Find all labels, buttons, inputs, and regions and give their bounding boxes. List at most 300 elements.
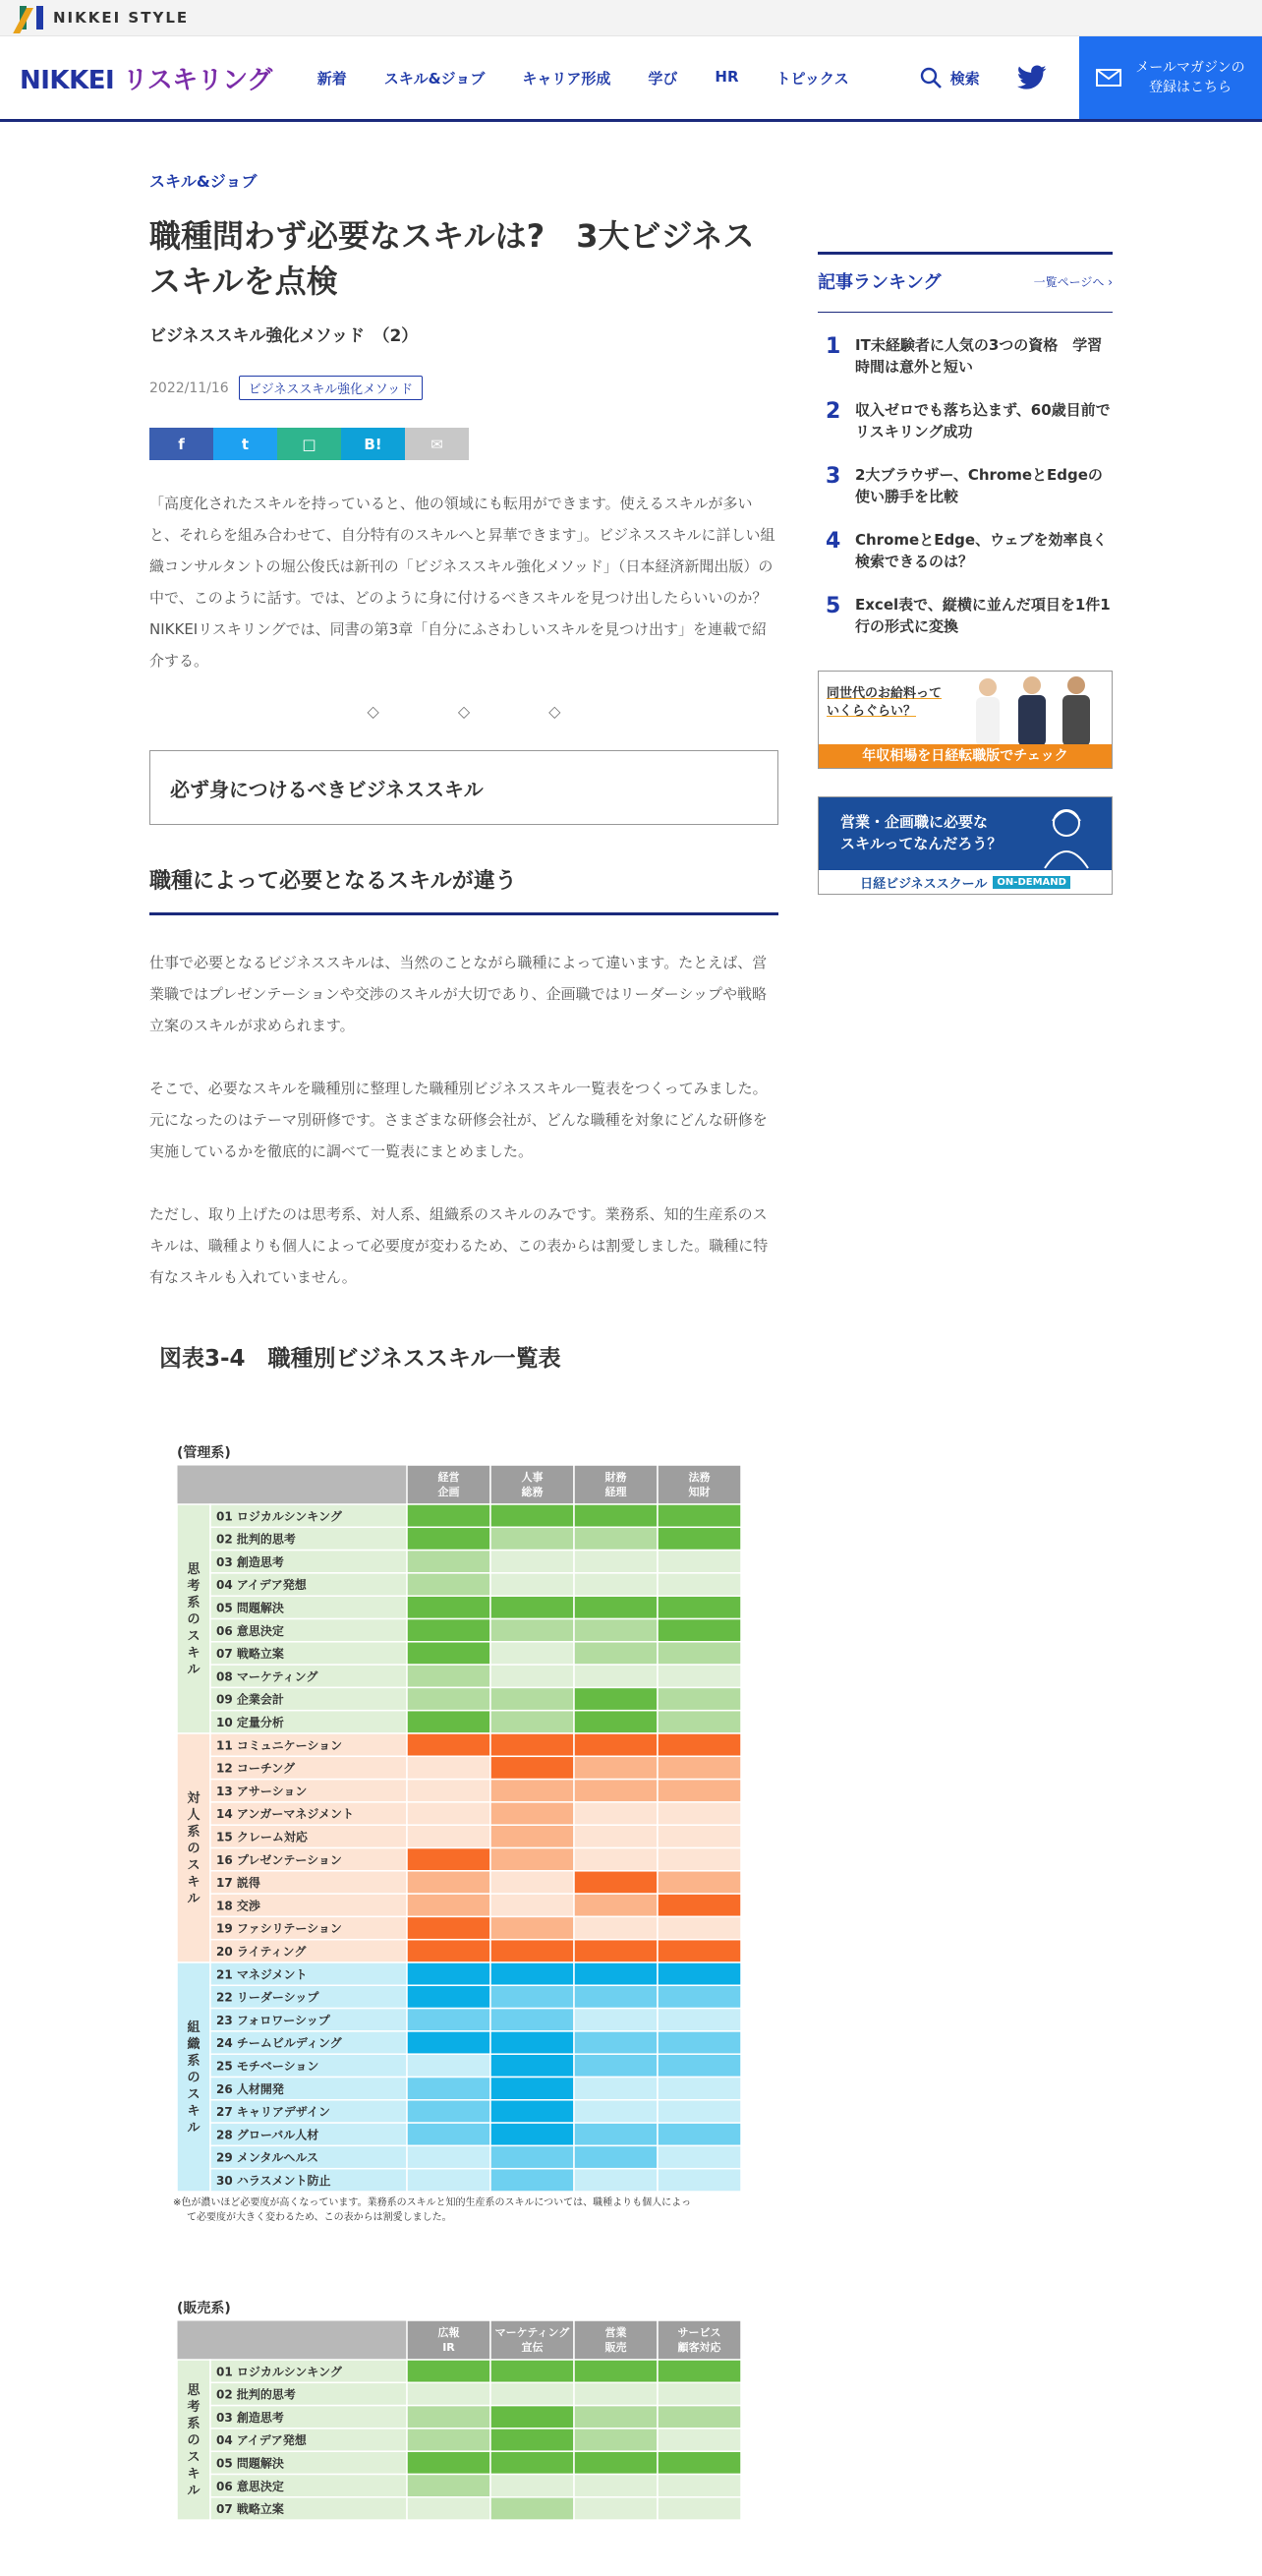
hatena-share-icon[interactable]: B! <box>341 428 405 460</box>
skill-name: 06 意思決定 <box>216 2479 284 2493</box>
skill-name: 15 クレーム対応 <box>216 1830 308 1844</box>
skill-level-cell <box>658 2382 741 2405</box>
business-school-ad-banner[interactable] <box>818 796 1113 895</box>
skill-name: 30 ハラスメント防止 <box>216 2174 331 2188</box>
newsletter-line1: メールマガジンの <box>1135 60 1245 76</box>
skill-name: 26 人材開発 <box>216 2081 284 2096</box>
skill-level-cell <box>490 1962 574 1985</box>
skill-level-cell <box>490 2145 574 2168</box>
diamond-icon: ◇ <box>548 702 561 721</box>
skill-level-cell <box>658 2123 741 2145</box>
skill-group-char: 考 <box>187 1579 201 1594</box>
skill-level-cell <box>490 1711 574 1733</box>
nikkei-logo-icon[interactable] <box>20 6 43 29</box>
skill-level-cell <box>574 1985 658 2008</box>
ranking-number: 4 <box>826 529 841 554</box>
skill-level-cell <box>658 1665 741 1687</box>
skill-group-char: 系 <box>187 1596 201 1610</box>
skill-level-cell <box>658 2497 741 2520</box>
site-header <box>0 36 1262 122</box>
skill-level-cell <box>490 2429 574 2451</box>
ranking-title: 記事ランキング <box>818 272 942 293</box>
brand-part-a: NIKKEI <box>20 65 115 95</box>
skill-level-cell <box>574 2031 658 2054</box>
skill-group-char: 人 <box>187 1808 201 1823</box>
skill-group-char: キ <box>187 2104 201 2119</box>
skill-level-cell <box>574 1551 658 1573</box>
column-header-text: IR <box>442 2341 455 2354</box>
skill-level-cell <box>490 2382 574 2405</box>
nav-career[interactable]: キャリア形成 <box>522 69 611 88</box>
skill-level-cell <box>490 1985 574 2008</box>
skill-group-char: 思 <box>187 2383 201 2399</box>
skill-level-cell <box>490 2169 574 2192</box>
skill-group-char: キ <box>187 1875 201 1890</box>
skill-level-cell <box>407 1711 490 1733</box>
skill-name: 18 交渉 <box>216 1899 260 1913</box>
skill-level-cell <box>658 2475 741 2497</box>
skill-level-cell <box>490 2123 574 2145</box>
table-note: ※色が濃いほど必要度が高くなっています。業務系のスキルと知的生産系のスキルについては、職種よりも個人によっ <box>173 2197 692 2208</box>
skill-name: 11 コミュニケーション <box>216 1738 343 1753</box>
ad1-cta: 年収相場を日経転職版でチェック <box>819 744 1112 768</box>
ranking-number: 1 <box>826 334 841 359</box>
skill-name: 25 モチベーション <box>216 2059 319 2074</box>
ranking-item-title: IT未経験者に人気の3つの資格 学習時間は意外と短い <box>855 336 1103 376</box>
skill-level-cell <box>490 2360 574 2382</box>
skill-level-cell <box>490 1802 574 1825</box>
skill-name: 14 アンガーマネジメント <box>216 1807 355 1822</box>
newsletter-button[interactable] <box>1079 36 1262 119</box>
paragraph: ただし、取り上げたのは思考系、対人系、組織系のスキルのみです。業務系、知的生産系のスキルは、職種よりも個人によって必要度が変わるため、この表からは割愛しました。職種に特有なスキルも入れていません。 <box>149 1205 769 1286</box>
bookmark-share-icon[interactable]: □ <box>277 428 341 460</box>
skill-level-cell <box>658 1871 741 1894</box>
skill-level-cell <box>574 2406 658 2429</box>
skill-name: 09 企業会計 <box>216 1692 284 1707</box>
article-title: 職種問わず必要なスキルは? 3大ビジネススキルを点検 <box>149 217 755 300</box>
skill-level-cell <box>490 1916 574 1939</box>
column-header-text: 営業 <box>604 2326 627 2339</box>
skill-level-cell <box>407 1940 490 1962</box>
skill-level-cell <box>574 2169 658 2192</box>
skill-level-cell <box>574 2382 658 2405</box>
box-heading: 必ず身につけるべきビジネススキル <box>149 750 778 825</box>
skill-level-cell <box>574 2497 658 2520</box>
skill-level-cell <box>658 1916 741 1939</box>
skill-group-char: ル <box>187 2484 201 2499</box>
skill-level-cell <box>658 1687 741 1710</box>
nav-skill-job[interactable]: スキル&ジョブ <box>383 69 486 88</box>
skill-level-cell <box>574 2360 658 2382</box>
column-header-text: 経営 <box>437 1471 460 1484</box>
skill-level-cell <box>658 1802 741 1825</box>
skill-level-cell <box>658 1711 741 1733</box>
skill-level-cell <box>407 1642 490 1665</box>
skill-level-cell <box>490 1825 574 1847</box>
skill-level-cell <box>407 1619 490 1642</box>
skill-level-cell <box>658 1985 741 2008</box>
skill-level-cell <box>490 1504 574 1527</box>
site-name[interactable]: NIKKEI STYLE <box>53 9 190 27</box>
skill-name: 10 定量分析 <box>216 1716 284 1729</box>
skill-group-char: ス <box>187 1858 201 1873</box>
skill-group-char: の <box>187 1612 201 1627</box>
skill-level-cell <box>407 1894 490 1916</box>
ranking-item-title: 収入ゼロでも落ち込まず、60歳目前でリスキリング成功 <box>855 401 1111 440</box>
skill-name: 23 フォロワーシップ <box>216 2013 330 2027</box>
figure-title: 図表3-4 職種別ビジネススキル一覧表 <box>159 1346 561 1372</box>
skill-group-char: 系 <box>187 2054 201 2069</box>
diamond-icon: ◇ <box>367 702 379 721</box>
column-header-text: 販売 <box>604 2341 627 2354</box>
skill-level-cell <box>574 1962 658 1985</box>
operator-person-icon <box>1039 801 1094 870</box>
skill-level-cell <box>574 2145 658 2168</box>
skill-group-char: 考 <box>187 2400 201 2416</box>
skill-group-char: の <box>187 1842 201 1856</box>
twitter-icon[interactable] <box>1017 65 1047 90</box>
skill-level-cell <box>490 1527 574 1550</box>
ranking-more-link[interactable] <box>1034 273 1113 290</box>
skill-name: 02 批判的思考 <box>216 1532 296 1547</box>
ranking-number: 3 <box>826 464 841 489</box>
skill-level-cell <box>658 2100 741 2123</box>
skill-group-char: ル <box>187 2121 201 2136</box>
nav-hr[interactable]: HR <box>715 67 739 86</box>
skill-name: 03 創造思考 <box>216 1554 284 1569</box>
skill-level-cell <box>407 2429 490 2451</box>
skill-level-cell <box>658 1504 741 1527</box>
article-subtitle: ビジネススキル強化メソッド （2） <box>149 326 419 346</box>
ranking-number: 2 <box>826 399 841 424</box>
article-date: 2022/11/16 <box>149 380 229 396</box>
skill-name: 03 創造思考 <box>216 2410 284 2425</box>
skill-level-cell <box>407 1962 490 1985</box>
mail-share-icon[interactable]: ✉ <box>405 428 469 460</box>
skill-name: 05 問題解決 <box>216 1601 284 1615</box>
skill-level-cell <box>407 2360 490 2382</box>
column-header-text: 企画 <box>437 1486 460 1498</box>
skill-level-cell <box>490 1573 574 1596</box>
skill-level-cell <box>658 1894 741 1916</box>
skill-level-cell <box>407 1802 490 1825</box>
skill-level-cell <box>490 1596 574 1618</box>
skill-level-cell <box>658 2451 741 2474</box>
skill-level-cell <box>574 1894 658 1916</box>
skill-group-char: ル <box>187 1663 201 1677</box>
skill-group-char: の <box>187 2071 201 2085</box>
ad2-brand: 日経ビジネススクール <box>860 876 988 892</box>
skill-level-cell <box>658 2031 741 2054</box>
skill-level-cell <box>407 2078 490 2100</box>
skill-level-cell <box>490 2054 574 2077</box>
skill-level-cell <box>658 1527 741 1550</box>
skill-level-cell <box>490 1871 574 1894</box>
nav-new[interactable]: 新着 <box>316 69 347 88</box>
table2-label: (販売系) <box>177 2301 231 2316</box>
skill-level-cell <box>574 1825 658 1847</box>
skill-level-cell <box>658 2429 741 2451</box>
skill-level-cell <box>658 1619 741 1642</box>
brand-part-b: リスキリング <box>122 65 272 95</box>
skill-level-cell <box>574 2429 658 2451</box>
skill-level-cell <box>407 1551 490 1573</box>
skill-group-char: 織 <box>187 2037 201 2052</box>
skill-level-cell <box>574 2078 658 2100</box>
skill-group-char: 対 <box>187 1791 201 1806</box>
skill-level-cell <box>407 1871 490 1894</box>
skill-level-cell <box>574 1665 658 1687</box>
ranking-item[interactable] <box>818 594 1113 637</box>
nav-topics[interactable]: トピックス <box>775 69 849 88</box>
ranking-item[interactable] <box>818 399 1113 442</box>
table-note: て必要度が大きく変わるため、この表からは割愛しました。 <box>187 2212 452 2223</box>
ranking-item[interactable] <box>818 464 1113 507</box>
skill-group-char: ス <box>187 1629 201 1644</box>
paragraph: そこで、必要なスキルを職種別に整理した職種別ビジネススキル一覧表をつくってみました。元になったのはテーマ別研修です。さまざまな研修会社が、どんな職種を対象にどんな研修を実施しているかを徹底的に調べて一覧表にまとめました。 <box>149 1080 768 1160</box>
ranking-item-title: ChromeとEdge、ウェブを効率良く検索できるのは？ <box>855 531 1108 570</box>
column-header-text: 顧客対応 <box>677 2341 721 2354</box>
section-heading: 職種によって必要となるスキルが違う <box>149 864 778 915</box>
skill-level-cell <box>574 2123 658 2145</box>
ranking-header <box>818 252 1113 313</box>
skill-level-cell <box>407 2100 490 2123</box>
salary-ad-banner[interactable] <box>818 671 1113 769</box>
skill-name: 27 キャリアデザイン <box>216 2105 331 2120</box>
skill-level-cell <box>407 2031 490 2054</box>
column-header-text: マーケティング <box>494 2326 570 2339</box>
skill-level-cell <box>407 1916 490 1939</box>
search-label: 検索 <box>949 69 980 88</box>
column-header-text: 人事 <box>521 1471 544 1484</box>
share-bar <box>149 428 778 460</box>
skill-name: 02 批判的思考 <box>216 2387 296 2402</box>
newsletter-line2: 登録はこちら <box>1149 80 1232 95</box>
skill-level-cell <box>574 1802 658 1825</box>
skill-level-cell <box>407 1733 490 1756</box>
skill-level-cell <box>658 2078 741 2100</box>
skill-level-cell <box>574 2009 658 2031</box>
skill-level-cell <box>574 1780 658 1802</box>
mail-icon <box>1096 69 1121 87</box>
ranking-item[interactable] <box>818 529 1113 572</box>
skill-level-cell <box>407 1756 490 1779</box>
ranking-item-title: 2大ブラウザー、ChromeとEdgeの使い勝手を比較 <box>855 466 1103 505</box>
skill-level-cell <box>407 1848 490 1871</box>
skill-level-cell <box>658 1756 741 1779</box>
sidebar <box>818 252 1113 895</box>
skill-level-cell <box>574 1848 658 1871</box>
skill-level-cell <box>407 2497 490 2520</box>
ad2-line2: スキルってなんだろう？ <box>840 835 1003 852</box>
column-header-text: 広報 <box>437 2326 460 2339</box>
skill-level-cell <box>490 1642 574 1665</box>
nav-learning[interactable]: 学び <box>648 69 678 88</box>
skill-level-cell <box>407 2145 490 2168</box>
skill-level-cell <box>574 1871 658 1894</box>
skill-name: 08 マーケティング <box>216 1669 318 1684</box>
skill-level-cell <box>658 2406 741 2429</box>
skill-name: 13 アサーション <box>216 1784 308 1798</box>
skill-level-cell <box>574 1711 658 1733</box>
paragraph: 仕事で必要となるビジネススキルは、当然のことながら職種によって違います。たとえば、営業職ではプレゼンテーションや交渉のスキルが大切であり、企画職ではリーダーシップや戦略立案のスキルが求められます。 <box>149 954 768 1034</box>
ranking-item[interactable] <box>818 334 1113 378</box>
table-header-blank <box>177 1465 407 1504</box>
skill-level-cell <box>407 1985 490 2008</box>
table1-label: (管理系) <box>177 1445 231 1461</box>
skill-name: 28 グローバル人材 <box>216 2128 319 2142</box>
skill-group-char: キ <box>187 1646 201 1661</box>
skill-level-cell <box>407 2382 490 2405</box>
skill-level-cell <box>658 1733 741 1756</box>
skill-level-cell <box>490 2078 574 2100</box>
skill-name: 01 ロジカルシンキング <box>216 1509 342 1524</box>
column-header-text: 経理 <box>604 1486 627 1498</box>
skill-name: 20 ライティング <box>216 1945 307 1959</box>
skill-level-cell <box>658 1780 741 1802</box>
skill-level-cell <box>658 1551 741 1573</box>
skill-level-cell <box>490 2100 574 2123</box>
skill-level-cell <box>490 1780 574 1802</box>
skill-level-cell <box>574 2054 658 2077</box>
column-header-text: 宣伝 <box>521 2341 544 2354</box>
top-bar <box>0 0 1262 36</box>
skill-level-cell <box>658 1848 741 1871</box>
skill-level-cell <box>490 1551 574 1573</box>
skill-name: 01 ロジカルシンキング <box>216 2365 342 2379</box>
skill-level-cell <box>407 1573 490 1596</box>
skill-table-figure <box>172 1435 781 2576</box>
business-people-icon <box>958 672 1106 746</box>
skill-level-cell <box>407 1780 490 1802</box>
skill-level-cell <box>490 1894 574 1916</box>
skill-level-cell <box>658 2145 741 2168</box>
skill-level-cell <box>490 1665 574 1687</box>
skill-level-cell <box>574 1756 658 1779</box>
skill-name: 29 メンタルヘルス <box>216 2150 319 2165</box>
diamond-icon: ◇ <box>457 702 471 721</box>
ad2-badge: ON-DEMAND <box>993 876 1070 889</box>
skill-level-cell <box>658 1962 741 1985</box>
skill-level-cell <box>407 1596 490 1618</box>
skill-level-cell <box>490 2475 574 2497</box>
skill-level-cell <box>490 2406 574 2429</box>
skill-group-char: キ <box>187 2467 201 2483</box>
column-header-text: 知財 <box>688 1486 711 1498</box>
skill-level-cell <box>574 2475 658 2497</box>
skill-level-cell <box>490 1619 574 1642</box>
skill-level-cell <box>658 1573 741 1596</box>
ranking-number: 5 <box>826 594 841 618</box>
skill-level-cell <box>574 1642 658 1665</box>
search-icon <box>919 66 943 89</box>
skill-level-cell <box>658 2009 741 2031</box>
skill-level-cell <box>574 1940 658 1962</box>
skill-level-cell <box>407 2009 490 2031</box>
skill-group-char: 系 <box>187 1825 201 1840</box>
skill-name: 07 戦略立案 <box>216 2502 284 2517</box>
skill-level-cell <box>574 1596 658 1618</box>
article-category[interactable]: スキル&ジョブ <box>149 172 258 191</box>
skill-level-cell <box>490 1687 574 1710</box>
skill-name: 06 意思決定 <box>216 1623 284 1638</box>
chevron-right-icon: › <box>1108 274 1113 289</box>
skill-level-cell <box>490 2031 574 2054</box>
skill-level-cell <box>658 2360 741 2382</box>
skill-level-cell <box>658 1940 741 1962</box>
skill-name: 07 戦略立案 <box>216 1647 284 1662</box>
skill-level-cell <box>574 1527 658 1550</box>
skill-level-cell <box>658 1825 741 1847</box>
column-header-text: 法務 <box>688 1471 711 1484</box>
skill-level-cell <box>574 2100 658 2123</box>
main-nav <box>317 68 887 88</box>
skill-level-cell <box>658 1596 741 1618</box>
skill-level-cell <box>407 1504 490 1527</box>
skill-level-cell <box>490 1733 574 1756</box>
skill-level-cell <box>407 2475 490 2497</box>
skill-level-cell <box>407 2169 490 2192</box>
search-button[interactable] <box>919 66 980 89</box>
skill-level-cell <box>490 2451 574 2474</box>
skill-level-cell <box>490 1940 574 1962</box>
skill-level-cell <box>574 1687 658 1710</box>
skill-level-cell <box>407 2451 490 2474</box>
skill-name: 19 ファシリテーション <box>216 1921 342 1936</box>
section-divider <box>149 702 778 721</box>
skill-group-char: の <box>187 2433 201 2449</box>
skill-level-cell <box>658 2169 741 2192</box>
ranking-item-title: Excel表で、縦横に並んだ項目を1件1行の形式に変換 <box>855 596 1111 635</box>
brand-logo[interactable] <box>20 60 272 96</box>
skill-name: 24 チームビルディング <box>216 2036 342 2051</box>
skill-level-cell <box>658 1642 741 1665</box>
skill-level-cell <box>490 2009 574 2031</box>
skill-group-char: ス <box>187 2450 201 2466</box>
column-header-text: サービス <box>677 2326 721 2339</box>
article <box>149 169 782 1373</box>
skill-name: 16 プレゼンテーション <box>216 1852 342 1867</box>
ad1-line2: いくらぐらい？ <box>827 704 917 719</box>
skill-name: 17 説得 <box>216 1876 260 1891</box>
skill-level-cell <box>407 2123 490 2145</box>
skill-level-cell <box>407 1665 490 1687</box>
skill-level-cell <box>574 2451 658 2474</box>
skill-group-char: 系 <box>187 2417 201 2432</box>
skill-level-cell <box>407 2054 490 2077</box>
skill-level-cell <box>574 1573 658 1596</box>
facebook-share-icon[interactable]: f <box>149 428 213 460</box>
skill-level-cell <box>407 1825 490 1847</box>
article-meta <box>149 376 778 400</box>
skill-level-cell <box>574 1619 658 1642</box>
skill-group-char: 組 <box>187 2020 201 2035</box>
twitter-share-icon[interactable]: t <box>213 428 277 460</box>
skill-level-cell <box>658 2054 741 2077</box>
skill-level-cell <box>490 2497 574 2520</box>
skill-name: 21 マネジメント <box>216 1967 308 1982</box>
column-header-text: 財務 <box>604 1471 627 1484</box>
more-label: 一覧ページへ <box>1033 274 1105 289</box>
skill-name: 12 コーチング <box>216 1761 296 1776</box>
skill-level-cell <box>407 1527 490 1550</box>
skill-level-cell <box>574 1504 658 1527</box>
series-tag[interactable]: ビジネススキル強化メソッド <box>239 376 423 400</box>
table-header-blank <box>177 2320 407 2360</box>
skill-level-cell <box>407 2406 490 2429</box>
skill-level-cell <box>490 1756 574 1779</box>
skill-name: 05 問題解決 <box>216 2456 284 2471</box>
